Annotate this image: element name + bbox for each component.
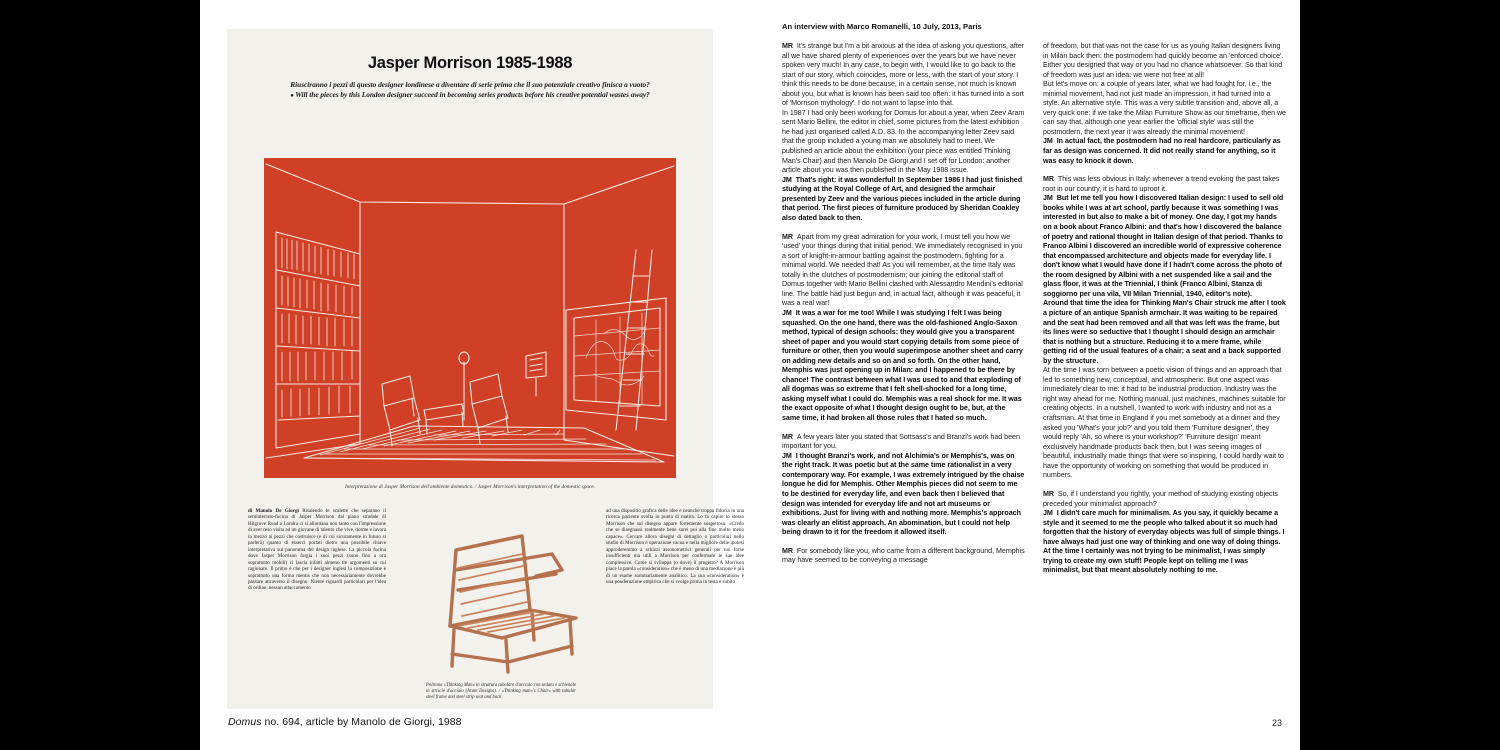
paragraph-text: A few years later you stated that Sottsass's and Branzi's work had been important for you.: [782, 432, 1020, 451]
italian-body-right: ad una dispositio grafica delle idee e neanche troppa fiducia in una ricerca paziente svolta in punta di matita. Lo fa capire lo stesso Morrison che sul disegno appare fortemente sospettoso: «Credo che se disegnassi realmente bene sarei poi alla fine molto meno capace». Cercare allora disegni di dettaglio o particolari nello studio di Morrison è operazione vacua e nella migliore delle ipotesi approderemmo a schizzi assonometrici generali per noi forse insufficienti ma utili a Morrison per confermare le sue idee complessive. Come si sviluppa (o dove) il progetto? A Morrison piace la parola «consideration» che è meno di una mediazione e più di un esame sommariamente analitico. La sua «consideration» è una ponderazione empirica che si svolge prima in testa e subito: [606, 508, 744, 585]
deck-english: ● Will the pieces by this London designer succeed in becoming series products before his creative potential wastes away?: [240, 90, 700, 101]
interview-column-1: [782, 42, 1025, 576]
interview-paragraph: [1043, 194, 1286, 299]
paragraph-text: But let's move on: a couple of years later, what we had fought for, i.e., the minimal movement, had not just made an impression, it had turned into a style. An alternative style. This was a very subtle transition and, above all, a very quick one: if we take the Milan Furniture Show as our timeframe, then we can say that, although one year earlier the 'official style' was still the postmodern, the next year it was already the minimal movement!: [1043, 80, 1286, 136]
paragraph-text: It's strange but I'm a bit anxious at the idea of asking you questions, after all we have shared plenty of experiences over the years but we have never spoken very much! In any case, to begin with, I would like to go back to the start of our story, which coincides, more or less, with the start of your story. I think this needs to be done because, in a certain sense, not much is known about you, but what is known has been said too often: it has turned into a sort of 'Morrison mythology'. I do not want to lapse into that.: [782, 42, 1025, 108]
article-deck: [240, 80, 700, 101]
paragraph-text: But let me tell you how I discovered Italian design: I used to sell old books while I was at art school, partly because it was something I was interested in but also to make a bit of money. One day, I got my hands on a book about Franco Albini: and that's how I discovered the balance of poetry and rational thought in Italian design of that period. Thanks to Franco Albini I discovered an incredible world of expressive coherence that encompassed architecture and objects made for everyday life. I don't know what I would have done if I hadn't come across the photo of the room designed by Albini with a net suspended like a sail and the glass floor, it was at the Triennial, I think (Franco Albini, Stanza di soggiorno per una vila, VII Milan Triennial, 1940, editor's note).: [1043, 194, 1284, 298]
interview-paragraph: [1043, 490, 1286, 509]
domestic-space-line-drawing: [264, 158, 676, 478]
interview-paragraph: [1043, 42, 1286, 80]
speaker-label: MR: [782, 42, 797, 50]
paragraph-text: This was less obvious in Italy: whenever a trend evoking the past takes root in our country, it is hard to uproot it.: [1043, 175, 1280, 193]
speaker-label: MR: [1043, 489, 1058, 498]
speaker-label: MR: [782, 432, 797, 441]
interview-paragraph: [1043, 299, 1286, 366]
speaker-label: MR: [1043, 175, 1058, 184]
chair-illustration: [410, 514, 590, 674]
speaker-label: JM: [782, 175, 796, 184]
italian-body-left: Risalendo le scalette che separano il seminterrato-fucina di Jasper Morrison dal piano stradale di Hilgrove Road a Londra ci si allontana non tanto con l'impressione di aver reso visita ad un giovane di talento che vive, dorme e lavora in mezzo ai pezzi che costruisce (e di cui sicuramente in futuro si parlerà) quanto di esserci portati dietro una possibile chiave interpretativa sul panorama del design inglese. La piccola fucina dove Jasper Morrison forgia i suoi pezzi (sono fino a ora soprattutto mobili) ci lascia infatti almeno tre argomenti su cui ragionare. Il primo è che per i designer inglesi la composizione è soprattutto una forma mentis che non necessariamente dovrebbe passare attraverso il disegno. Niente riguardi particolari per l'idea di ordine, nessun attaccamento: [248, 508, 386, 592]
interview-paragraph: [782, 42, 1025, 109]
right-black-bar: [1300, 0, 1500, 750]
paragraph-text: For somebody like you, who came from a different background, Memphis may have seemed to be conveying a message: [782, 546, 1025, 565]
paragraph-text: of freedom, but that was not the case for us as young Italian designers living in Milan back then: the postmodern had quickly become an 'enforced choice'. Either you designed that way or you had no chance whatsoever. So that kind of freedom was just an idea: we were not free at all!: [1043, 42, 1284, 79]
deck-italian: Riusciranno i pezzi di questo designer londinese a diventare di serie prima che il suo potenziale creativo finisca a vuoto?: [290, 80, 650, 89]
interview-paragraph: [782, 233, 1025, 309]
interview-paragraph: [1043, 80, 1286, 137]
paragraph-text: It was a war for me too! While I was studying I felt I was being squashed. On the one hand, there was the old-fashioned Anglo-Saxon method, typical of design schools: they would give you a transparent sheet of paper and you would start copying details from some piece of furniture or other, then you would superimpose another sheet and carry on adding new details and so on and so forth. On the other hand, Memphis was just opening up in Milan: and I happened to be there by chance! The contrast between what I was used to and that exploding of all dogmas was so extreme that I felt shell-shocked for a long time, asking myself what I could do. Memphis was a real shock for me. It was the exact opposite of what I thought design ought to be, but, at the same time, it had broken all those rules that I hated so much.: [782, 308, 1023, 422]
paragraph-text: I didn't care much for minimalism. As you say, it quickly became a style and it seemed to me the people who talked about it so much had forgotten that the history of everyday objects was full of simple things. I have always had just one way of thinking and one way of doing things. At the time I certainly was not trying to be minimalist, I was simply trying to create my own stuff! People kept on telling me I was minimalist, but that meant absolutely nothing to me.: [1043, 509, 1285, 575]
italian-column-left: [248, 508, 386, 592]
paragraph-text: So, if I understand you rightly, your method of studying existing objects preceded your minimalist approach?: [1043, 489, 1278, 508]
illustration-caption: Interpretazione di Jasper Morrison dell'ambiente domestico. / Jasper Morrison's interpretation of the domestic space.: [344, 484, 596, 490]
article-title: Jasper Morrison 1985-1988: [367, 54, 573, 72]
speaker-label: MR: [782, 232, 797, 241]
magazine-page-scan: [228, 30, 744, 708]
article-byline: di Manolo De Giorgi: [248, 508, 299, 514]
speaker-label: JM: [782, 451, 796, 460]
chair-photo-caption: Poltrona «Thinking Man» in struttura tubolare d'acciaio con sedata e schienale in striscie d'acciaio (Aram Designs). / «Thinking man»'s Chair» with tubular steel frame and steel strip seat and back.: [426, 683, 576, 701]
source-publication: Domus: [228, 716, 262, 728]
interview-paragraph: [1043, 137, 1286, 166]
interview-paragraph: [782, 547, 1025, 566]
interview-column-2: [1043, 42, 1286, 576]
interview-columns: [782, 42, 1286, 576]
interview-paragraph: [1043, 509, 1286, 576]
speaker-label: MR: [782, 546, 797, 555]
speaker-label: JM: [1043, 137, 1057, 146]
interview-paragraph: [782, 109, 1025, 176]
speaker-label: JM: [1043, 194, 1057, 203]
italian-column-right: [606, 508, 744, 585]
paragraph-text: At the time I was torn between a poetic vision of things and an approach that led to something new, conceptual, and atmospheric. But one aspect was immediately clear to me: it had to be industrial production. Industry was the right way ahead for me. Nothing manual, just machines, machines suitable for creating objects. In a nutshell, I wanted to work with industry and not as a craftsman. At that time in England if you met somebody at a dinner and they asked you 'What's your job?' and you told them 'Furniture designer', they would reply 'Ah, so where is your workshop?' 'Furniture design' meant exclusively handmade products back then, but I was seeing images of beautiful, industrially made things that were so inspiring, I could hardly wait to have the opportunity of working on something that would be produced in numbers.: [1043, 366, 1286, 480]
source-credit: [228, 716, 462, 728]
interview-paragraph: [782, 309, 1025, 424]
interview-paragraph: [782, 452, 1025, 538]
interview-paragraph: [782, 176, 1025, 224]
interview-paragraph: [782, 433, 1025, 452]
paragraph-text: In 1987 I had only been working for Domus for about a year, when Zeev Aram sent Mario Bellini, the editor in chief, some pictures from the latest exhibition he had just organised called A.D. 83. In the accompanying letter Zeev said that the group included a young man we absolutely had to meet. We published an article about the exhibition (your piece was entitled Thinking Man's Chair) and then Manolo De Giorgi and I set off for London: another article about you was then published in the May 1988 issue.: [782, 108, 1025, 175]
interview-section: [782, 22, 1286, 576]
interview-heading: An interview with Marco Romanelli, 10 July, 2013, Paris: [782, 22, 982, 31]
paragraph-text: I thought Branzi's work, and not Alchimia's or Memphis's, was on the right track. It was poetic but at the same time rationalist in a very contemporary way. For example, I was extremely intrigued by the chaise longue he did for Memphis. Other Memphis pieces did not seem to me to be destined for everyday life, and even back then I believed that design was intended for everyday life and not art museums or exhibitions. Just for living with and nothing more. Memphis's approach was clearly an elitist approach. An abomination, but I could not help being drawn to it for the freedom it allowed itself.: [782, 451, 1025, 537]
paragraph-text: In actual fact, the postmodern had no real hardcore, particularly as far as design was concerned. It did not really stand for anything, so it was easy to knock it down.: [1043, 137, 1281, 165]
red-room-illustration: [264, 158, 676, 478]
left-black-bar: [0, 0, 200, 750]
magazine-page-content: [240, 40, 744, 701]
interview-paragraph: [1043, 175, 1286, 194]
thinking-mans-chair-photo: [410, 514, 590, 674]
interview-paragraph: [1043, 366, 1286, 481]
paragraph-text: That's right: it was wonderful! In September 1986 I had just finished studying at the Royal College of Art, and designed the armchair presented by Zeev and the various pieces included in the article during that period. The first pieces of furniture produced by Sheridan Coakley also dated back to then.: [782, 175, 1023, 222]
paragraph-text: Apart from my great admiration for your work, I must tell you how we 'used' your things during that initial period. We immediately recognised in you a sort of knight-in-armour battling against the postmodern, fighting for a minimal world. We needed that! As you will remember, at the time Italy was totally in the clutches of postmodernism; our joining the editorial staff of Domus together with Mario Bellini clashed with Alessandro Mendini's editorial line. The battle had just begun and, in actual fact, although it was peaceful, it was a real war!: [782, 232, 1023, 308]
paragraph-text: Around that time the idea for Thinking Man's Chair struck me after I took a picture of an antique Spanish armchair. It was waiting to be repaired and the seat had been removed and all that was left was the frame, but its lines were so seductive that I thought I should design an armchair that is nothing but a structure. Reducing it to a mere frame, while getting rid of the usual features of a chair: a seat and a back supported by the structure.: [1043, 299, 1286, 365]
page-number: 23: [1272, 718, 1283, 728]
speaker-label: JM: [782, 308, 796, 317]
source-details: no. 694, article by Manolo de Giorgi, 1988: [261, 716, 462, 728]
speaker-label: JM: [1043, 509, 1057, 518]
